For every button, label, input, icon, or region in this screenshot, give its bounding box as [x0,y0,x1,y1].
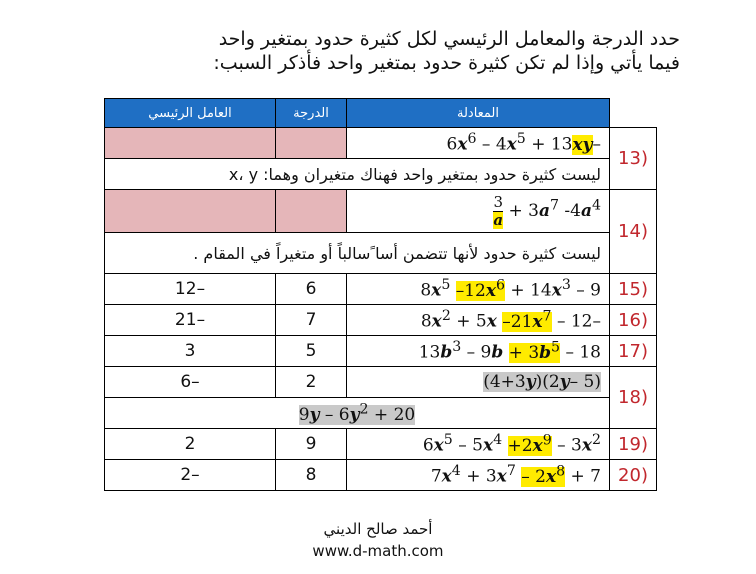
leading-cell: –2 [105,460,276,491]
header-leading: العامل الرئيسي [105,99,276,128]
leading-cell [105,128,276,159]
degree-cell: 7 [276,305,347,336]
table-header-row [105,99,657,128]
table-row [105,305,657,336]
title-line-1: حدد الدرجة والمعامل الرئيسي لكل كثيرة حدود بمتغير واحد [218,28,680,50]
table-row [105,367,657,398]
table-row [105,336,657,367]
leading-cell: 3 [105,336,276,367]
leading-cell [105,190,276,233]
header-degree: الدرجة [276,99,347,128]
table-row [105,190,657,233]
equation-cell: $8x^5$ $-12x^6 + 14x^3 - 9$ [347,274,610,305]
table-row [105,233,657,274]
row-number: (15 [610,274,657,305]
equation-cell: $-6x^6 - 4x^5 + 13xy$ [347,128,610,159]
row-number: (18 [610,367,657,429]
header-equation: المعادلة [347,99,610,128]
degree-cell: 9 [276,429,347,460]
title-line-2: فيما يأتي وإذا لم تكن كثيرة حدود بمتغير واحد فأذكر السبب: [213,52,680,74]
leading-cell: 2 [105,429,276,460]
author-name: أحمد صالح الديني [323,520,433,538]
table-row [105,429,657,460]
note-cell: ليست كثيرة حدود بمتغير واحد فهناك متغيران وهما: x، y [105,159,610,190]
equation-cell: $7x^4 + 3x^7 - 2x^8 + 7$ [347,460,610,491]
equation-cell: $3a^7$ $-4a^4$ + $\frac{3}{a}$ [347,190,610,233]
leading-cell: –6 [105,367,276,398]
equation-cell: $-12 - 8x^2 + 5x$ $-21x^7$ [347,305,610,336]
degree-cell: 5 [276,336,347,367]
expanded-equation-cell: $20 + 9y - 6y^2$ [105,398,610,429]
table-row [105,460,657,491]
degree-cell [276,190,347,233]
equation-cell: $6x^5 - 5x^4 +2x^9 - 3x^2$ [347,429,610,460]
polynomial-table [104,98,657,491]
degree-cell: 6 [276,274,347,305]
degree-cell [276,128,347,159]
degree-cell: 2 [276,367,347,398]
leading-cell: –12 [105,274,276,305]
note-cell: ليست كثيرة حدود لأنها تتضمن أسا ًسالباً أو متغيراً في المقام . [105,233,610,274]
website-link[interactable]: www.d-math.com [312,542,444,560]
row-number: (17 [610,336,657,367]
table-row [105,128,657,159]
equation-cell: $13b^3 - 9b + 3b^5 - 18$ [347,336,610,367]
row-number: (16 [610,305,657,336]
table-row [105,398,657,429]
row-number: (20 [610,460,657,491]
row-number: (13 [610,128,657,190]
row-number: (19 [610,429,657,460]
row-number: (14 [610,190,657,274]
header-spacer [610,99,657,128]
table-row [105,274,657,305]
table-row [105,159,657,190]
degree-cell: 8 [276,460,347,491]
leading-cell: –21 [105,305,276,336]
equation-cell: (5 –2y)(4+3y) [347,367,610,398]
